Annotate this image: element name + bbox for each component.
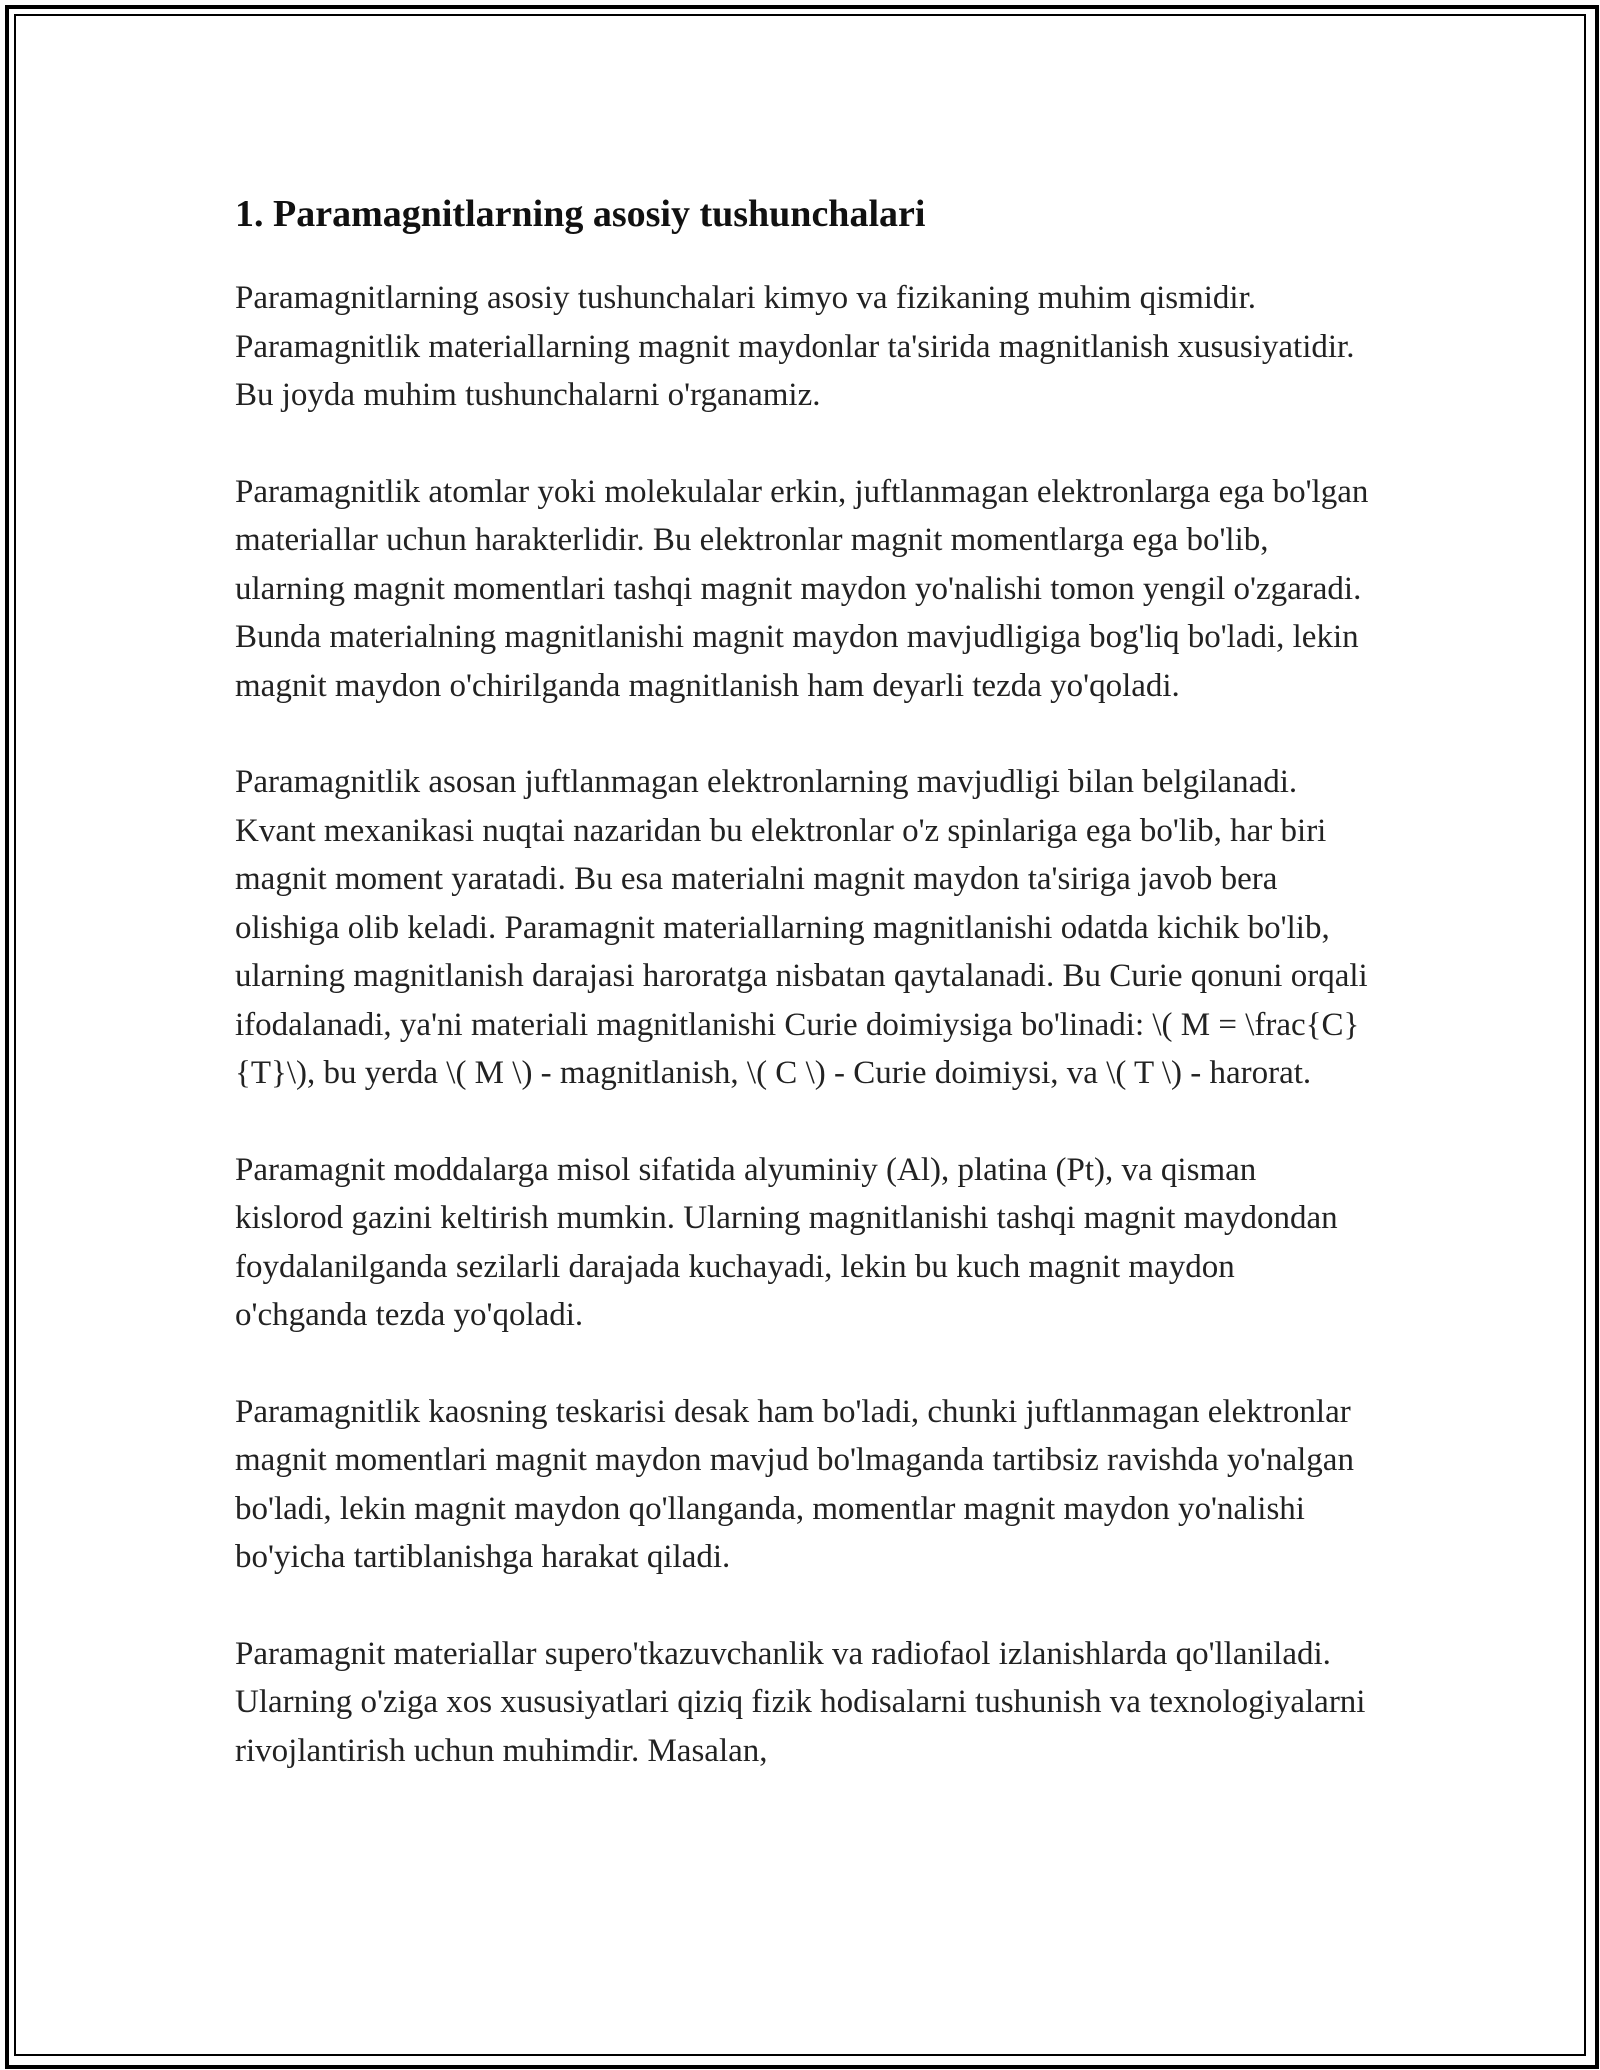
paragraph-curie-law: Paramagnitlik asosan juftlanmagan elektronlarning mavjudligi bilan belgilanadi. Kvant mexanikasi nuqtai nazaridan bu elektronlar o'z spinlariga ega bo'lib, har biri magnit moment yaratadi. Bu esa materialni magnit maydon ta'siriga javob bera olishiga olib keladi. Paramagnit materiallarning magnitlanishi odatda kichik bo'lib, ularning magnitlanish darajasi haroratga nisbatan qaytalanadi. Bu Curie qonuni orqali ifodalanadi, ya'ni materiali magnitlanishi Curie doimiysiga bo'linadi: \( M = \frac{C}{T}\), bu yerda \( M \) - magnitlanish, \( C \) - Curie doimiysi, va \( T \) - harorat. <box>235 764 1368 1091</box>
paragraph-applications: Paramagnit materiallar supero'tkazuvchanlik va radiofaol izlanishlarda qo'llaniladi. Ularning o'ziga xos xususiyatlari qiziq fizik hodisalarni tushunish va texnologiyalarni rivojlantirish uchun muhimdir. Masalan, <box>235 1635 1366 1769</box>
paragraph-intro: Paramagnitlarning asosiy tushunchalari kimyo va fizikaning muhim qismidir. Paramagnitlik materiallarning magnit maydonlar ta'sirida magnitlanish xususiyatidir. Bu joyda muhim tushunchalarni o'rganamiz. <box>235 280 1355 413</box>
paragraph-examples: Paramagnit moddalarga misol sifatida alyuminiy (Al), platina (Pt), va qisman kislorod gazini keltirish mumkin. Ularning magnitlanishi tashqi magnit maydondan foydalanilganda sezilarli darajada kuchayadi, lekin bu kuch magnit maydon o'chganda tezda yo'qoladi. <box>235 1151 1338 1333</box>
section-heading: 1. Paramagnitlarning asosiy tushunchalari <box>235 193 926 235</box>
paragraph-unpaired-electrons: Paramagnitlik atomlar yoki molekulalar erkin, juftlanmagan elektronlarga ega bo'lgan materiallar uchun harakterlidir. Bu elektronlar magnit momentlarga ega bo'lib, ularning magnit momentlari tashqi magnit maydon yo'nalishi tomon yengil o'zgaradi. Bunda materialning magnitlanishi magnit maydon mavjudligiga bog'liq bo'ladi, lekin magnit maydon o'chirilganda magnitlanish ham deyarli tezda yo'qoladi. <box>235 473 1369 704</box>
document-body <box>235 186 1370 1823</box>
paragraph-ordering: Paramagnitlik kaosning teskarisi desak ham bo'ladi, chunki juftlanmagan elektronlar magnit momentlari magnit maydon mavjud bo'lmaganda tartibsiz ravishda yo'nalgan bo'ladi, lekin magnit maydon qo'llanganda, momentlar magnit maydon yo'nalishi bo'yicha tartiblanishga harakat qiladi. <box>235 1393 1354 1575</box>
